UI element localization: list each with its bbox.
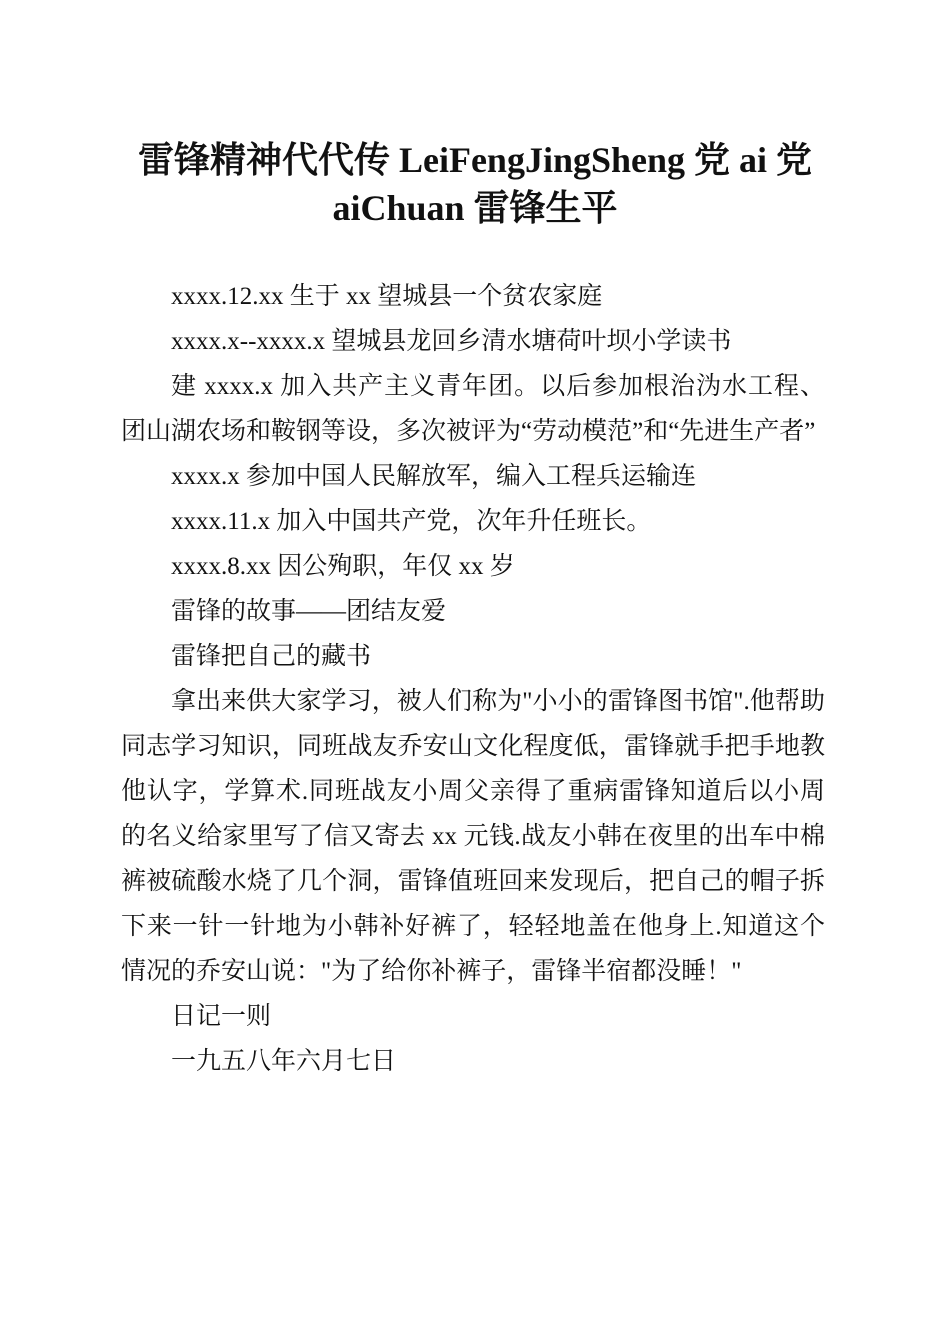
- title-line-2: aiChuan 雷锋生平: [332, 188, 618, 228]
- paragraph-school: xxxx.x--xxxx.x 望城县龙回乡清水塘荷叶坝小学读书: [171, 328, 732, 355]
- diary-date: 一九五八年六月七日: [171, 1048, 397, 1075]
- document-title: [110, 136, 840, 232]
- paragraph-army: xxxx.x 参加中国人民解放军，编入工程兵运输连: [171, 463, 697, 490]
- paragraph-story: 拿出来供大家学习，被人们称为"小小的雷锋图书馆".他帮助同志学习知识，同班战友乔安山文化程度低，雷锋就手把手地教他认字，学算术.同班战友小周父亲得了重病雷锋知道后以小周的名义给家里写了信又寄去 xx 元钱.战友小韩在夜里的出车中棉裤被硫酸水烧了几个洞，雷锋值班回来发现后，把自己的帽子拆下来一针一针地为小韩补好裤了，轻轻地盖在他身上.知道这个情况的乔安山说："为了给你补裤子，雷锋半宿都没睡！": [121, 688, 825, 985]
- document-body: [121, 274, 825, 1084]
- title-line-1: 雷锋精神代代传 LeiFengJingSheng 党 ai 党: [137, 140, 813, 180]
- paragraph-party: xxxx.11.x 加入中国共产党，次年升任班长。: [171, 508, 652, 535]
- section-heading-story: 雷锋的故事——团结友爱: [171, 598, 447, 625]
- paragraph-books: 雷锋把自己的藏书: [171, 643, 372, 670]
- section-heading-diary: 日记一则: [171, 1003, 272, 1030]
- paragraph-birth: xxxx.12.xx 生于 xx 望城县一个贫农家庭: [171, 283, 603, 310]
- paragraph-death: xxxx.8.xx 因公殉职，年仅 xx 岁: [171, 553, 515, 580]
- paragraph-youth-league: 建 xxxx.x 加入共产主义青年团。以后参加根治沩水工程、团山湖农场和鞍钢等设，多次被评为“劳动模范”和“先进生产者”: [121, 373, 825, 445]
